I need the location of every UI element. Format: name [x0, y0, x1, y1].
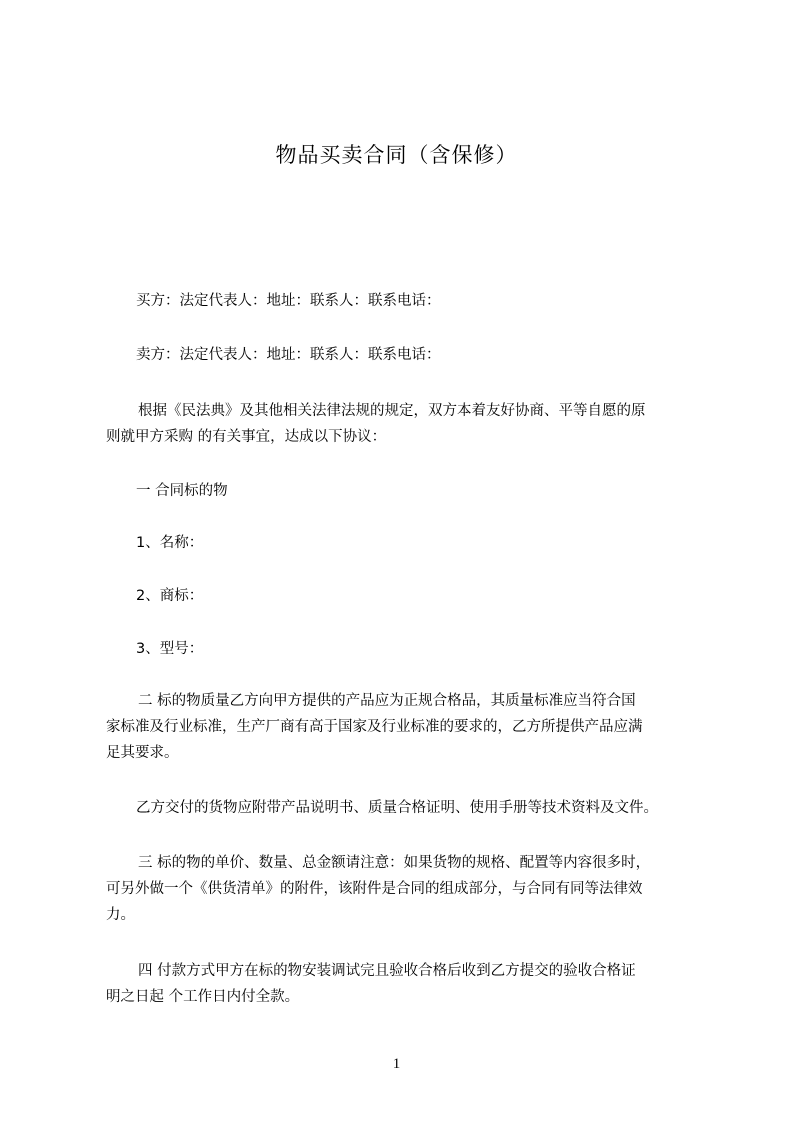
item-brand-line: 2、商标：: [136, 588, 204, 604]
buyer-line: 买方：法定代表人：地址：联系人：联系电话：: [136, 293, 441, 309]
intro-paragraph: [106, 398, 706, 450]
item-name-line: 1、名称：: [136, 535, 204, 551]
intro-line-1: 根据《民法典》及其他相关法律法规的规定，双方本着友好协商、平等自愿的原: [138, 403, 646, 419]
item-model-line: 3、型号：: [136, 641, 204, 657]
section4-line-2: 明之日起 个工作日内付全款。: [106, 989, 300, 1005]
section2-line-1: 二 标的物质量乙方向甲方提供的产品应为正规合格品，其质量标准应当符合国: [138, 693, 636, 709]
section2-docs-line: 乙方交付的货物应附带产品说明书、质量合格证明、使用手册等技术资料及文件。: [136, 800, 658, 816]
section4-line-1: 四 付款方式甲方在标的物安装调试完且验收合格后收到乙方提交的验收合格证: [138, 963, 636, 979]
section3-line-3: 力。: [106, 907, 135, 923]
section2-paragraph: [106, 688, 706, 766]
section2-line-2: 家标准及行业标准，生产厂商有高于国家及行业标准的要求的，乙方所提供产品应满: [106, 719, 643, 735]
page-title: 物品买卖合同（含保修）: [275, 143, 518, 167]
section3-line-2: 可另外做一个《供货清单》的附件，该附件是合同的组成部分，与合同有同等法律效: [106, 881, 643, 897]
intro-line-2: 则就甲方采购 的有关事宜，达成以下协议：: [106, 429, 387, 445]
section2-line-3: 足其要求。: [106, 745, 179, 761]
page-number: 1: [392, 1056, 401, 1072]
seller-line: 卖方：法定代表人：地址：联系人：联系电话：: [136, 347, 441, 363]
section1-heading: 一 合同标的物: [136, 483, 228, 499]
section3-paragraph: [106, 850, 706, 928]
section4-paragraph: [106, 958, 706, 1010]
section3-line-1: 三 标的物的单价、数量、总金额请注意：如果货物的规格、配置等内容很多时，: [138, 855, 651, 871]
